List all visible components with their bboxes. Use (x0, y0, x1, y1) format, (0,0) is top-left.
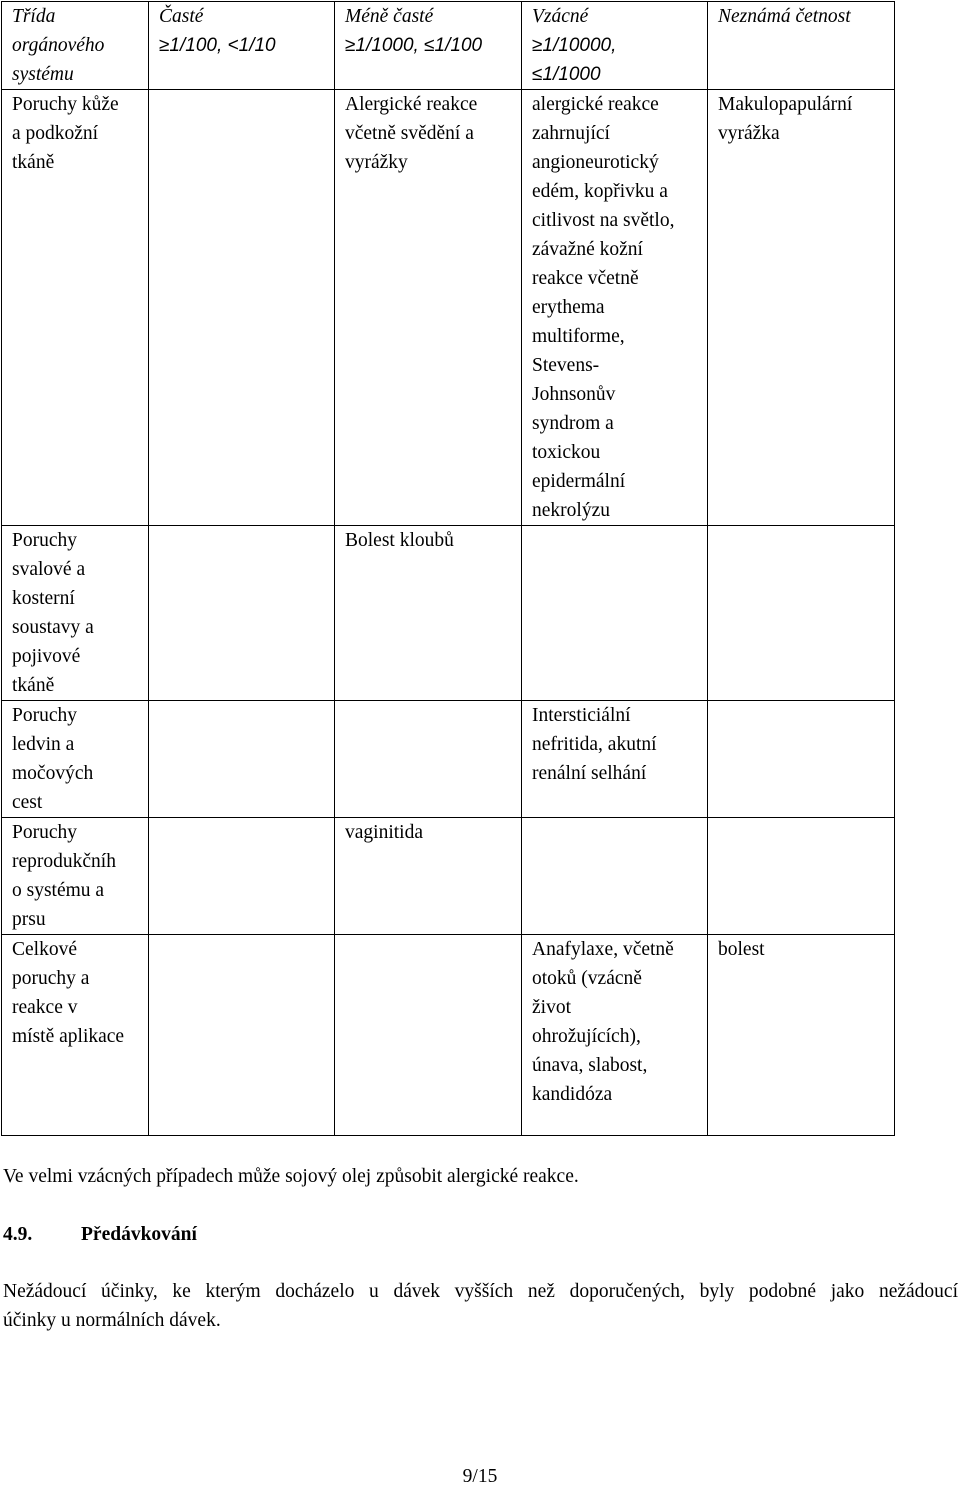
cell-line: únava, slabost, (532, 1055, 648, 1076)
cell-line: ohrožujících), (532, 1026, 641, 1047)
cell-unknown (708, 90, 895, 526)
overdose-paragraph (3, 1277, 958, 1335)
cell-line: Časté (159, 6, 204, 27)
cell-system (2, 935, 149, 1136)
cell-unknown (708, 701, 895, 818)
cell-line: multiforme, (532, 326, 625, 347)
cell-line: Alergické reakce (345, 94, 478, 115)
cell-line: renální selhání (532, 763, 647, 784)
section-title: Předávkování (81, 1224, 197, 1245)
cell-system (2, 526, 149, 701)
table-row (2, 818, 895, 935)
cell-uncommon (335, 818, 522, 935)
cell-line: nekrolýzu (532, 500, 610, 521)
cell-line: zahrnující (532, 123, 610, 144)
page-number: 9/15 (462, 1466, 498, 1487)
cell-line: a podkožní (12, 123, 99, 144)
cell-line: Méně časté (345, 6, 434, 27)
table-row (2, 701, 895, 818)
cell-rare (522, 526, 708, 701)
header-unknown (708, 2, 895, 90)
cell-rare (522, 90, 708, 526)
cell-line: erythema (532, 297, 605, 318)
cell-line: angioneurotický (532, 152, 659, 173)
cell-unknown (708, 935, 895, 1136)
cell-line: ≥1/1000, ≤1/100 (345, 35, 483, 56)
cell-line: Intersticiální (532, 705, 631, 726)
cell-line: ≤1/1000 (532, 64, 601, 85)
cell-line: tkáně (12, 675, 55, 696)
table-row (2, 935, 895, 1136)
cell-line: edém, kopřivku a (532, 181, 668, 202)
cell-uncommon (335, 935, 522, 1136)
cell-line: Stevens- (532, 355, 600, 376)
cell-line: kandidóza (532, 1084, 613, 1105)
cell-line: reakce včetně (532, 268, 639, 289)
cell-line: tkáně (12, 152, 55, 173)
cell-line: Makulopapulární (718, 94, 853, 115)
cell-line: Johnsonův (532, 384, 616, 405)
cell-line: epidermální (532, 471, 626, 492)
cell-line: alergické reakce (532, 94, 659, 115)
cell-line: otoků (vzácně (532, 968, 642, 989)
cell-line: vyrážka (718, 123, 780, 144)
cell-line: Poruchy (12, 705, 77, 726)
cell-line: Poruchy kůže (12, 94, 119, 115)
cell-line: ≥1/100, <1/10 (159, 35, 276, 56)
cell-line: orgánového (12, 35, 105, 56)
cell-line: Poruchy (12, 822, 77, 843)
cell-uncommon (335, 526, 522, 701)
cell-line: život (532, 997, 571, 1018)
cell-common (149, 818, 335, 935)
paragraph-line: Nežádoucí účinky, ke kterým docházelo u dávek vyšších než doporučených, byly podobné jako nežádoucí (3, 1281, 958, 1302)
cell-line: reakce v (12, 997, 78, 1018)
cell-unknown (708, 818, 895, 935)
cell-rare (522, 935, 708, 1136)
cell-uncommon (335, 701, 522, 818)
cell-line: Poruchy (12, 530, 77, 551)
adverse-effects-table (1, 1, 895, 1136)
cell-line: místě aplikace (12, 1026, 125, 1047)
cell-line: kosterní (12, 588, 75, 609)
cell-common (149, 935, 335, 1136)
table-row (2, 526, 895, 701)
cell-line: svalové a (12, 559, 86, 580)
cell-line: toxickou (532, 442, 601, 463)
header-rare (522, 2, 708, 90)
header-common (149, 2, 335, 90)
cell-rare (522, 701, 708, 818)
cell-system (2, 701, 149, 818)
cell-rare (522, 818, 708, 935)
cell-line: pojivové (12, 646, 81, 667)
cell-common (149, 526, 335, 701)
cell-line: citlivost na světlo, (532, 210, 675, 231)
soy-oil-allergy-note: Ve velmi vzácných případech může sojový olej způsobit alergické reakce. (3, 1166, 579, 1187)
cell-common (149, 701, 335, 818)
cell-line: Vzácné (532, 6, 589, 27)
cell-line: soustavy a (12, 617, 94, 638)
cell-line: vaginitida (345, 822, 423, 843)
cell-line: závažné kožní (532, 239, 643, 260)
cell-line: nefritida, akutní (532, 734, 657, 755)
cell-line: o systému a (12, 880, 105, 901)
table-header-row (2, 2, 895, 90)
cell-common (149, 90, 335, 526)
section-heading (3, 1220, 197, 1249)
header-uncommon (335, 2, 522, 90)
cell-line: včetně svědění a (345, 123, 474, 144)
header-organ-class (2, 2, 149, 90)
cell-line: Anafylaxe, včetně (532, 939, 674, 960)
cell-line: systému (12, 64, 74, 85)
cell-line: Bolest kloubů (345, 530, 454, 551)
cell-line: poruchy a (12, 968, 90, 989)
cell-line: vyrážky (345, 152, 408, 173)
paragraph-line: účinky u normálních dávek. (3, 1310, 221, 1331)
section-number: 4.9. (3, 1224, 33, 1245)
cell-line: syndrom a (532, 413, 614, 434)
cell-line: reprodukčníh (12, 851, 116, 872)
cell-line: bolest (718, 939, 765, 960)
cell-line: ledvin a (12, 734, 75, 755)
cell-line: Třída (12, 6, 56, 27)
cell-line: Celkové (12, 939, 77, 960)
cell-line: ≥1/10000, (532, 35, 617, 56)
table-row (2, 90, 895, 526)
cell-unknown (708, 526, 895, 701)
cell-system (2, 818, 149, 935)
cell-line: cest (12, 792, 43, 813)
cell-line: prsu (12, 909, 46, 930)
cell-uncommon (335, 90, 522, 526)
cell-line: Neznámá četnost (718, 6, 851, 27)
cell-system (2, 90, 149, 526)
cell-line: močových (12, 763, 94, 784)
